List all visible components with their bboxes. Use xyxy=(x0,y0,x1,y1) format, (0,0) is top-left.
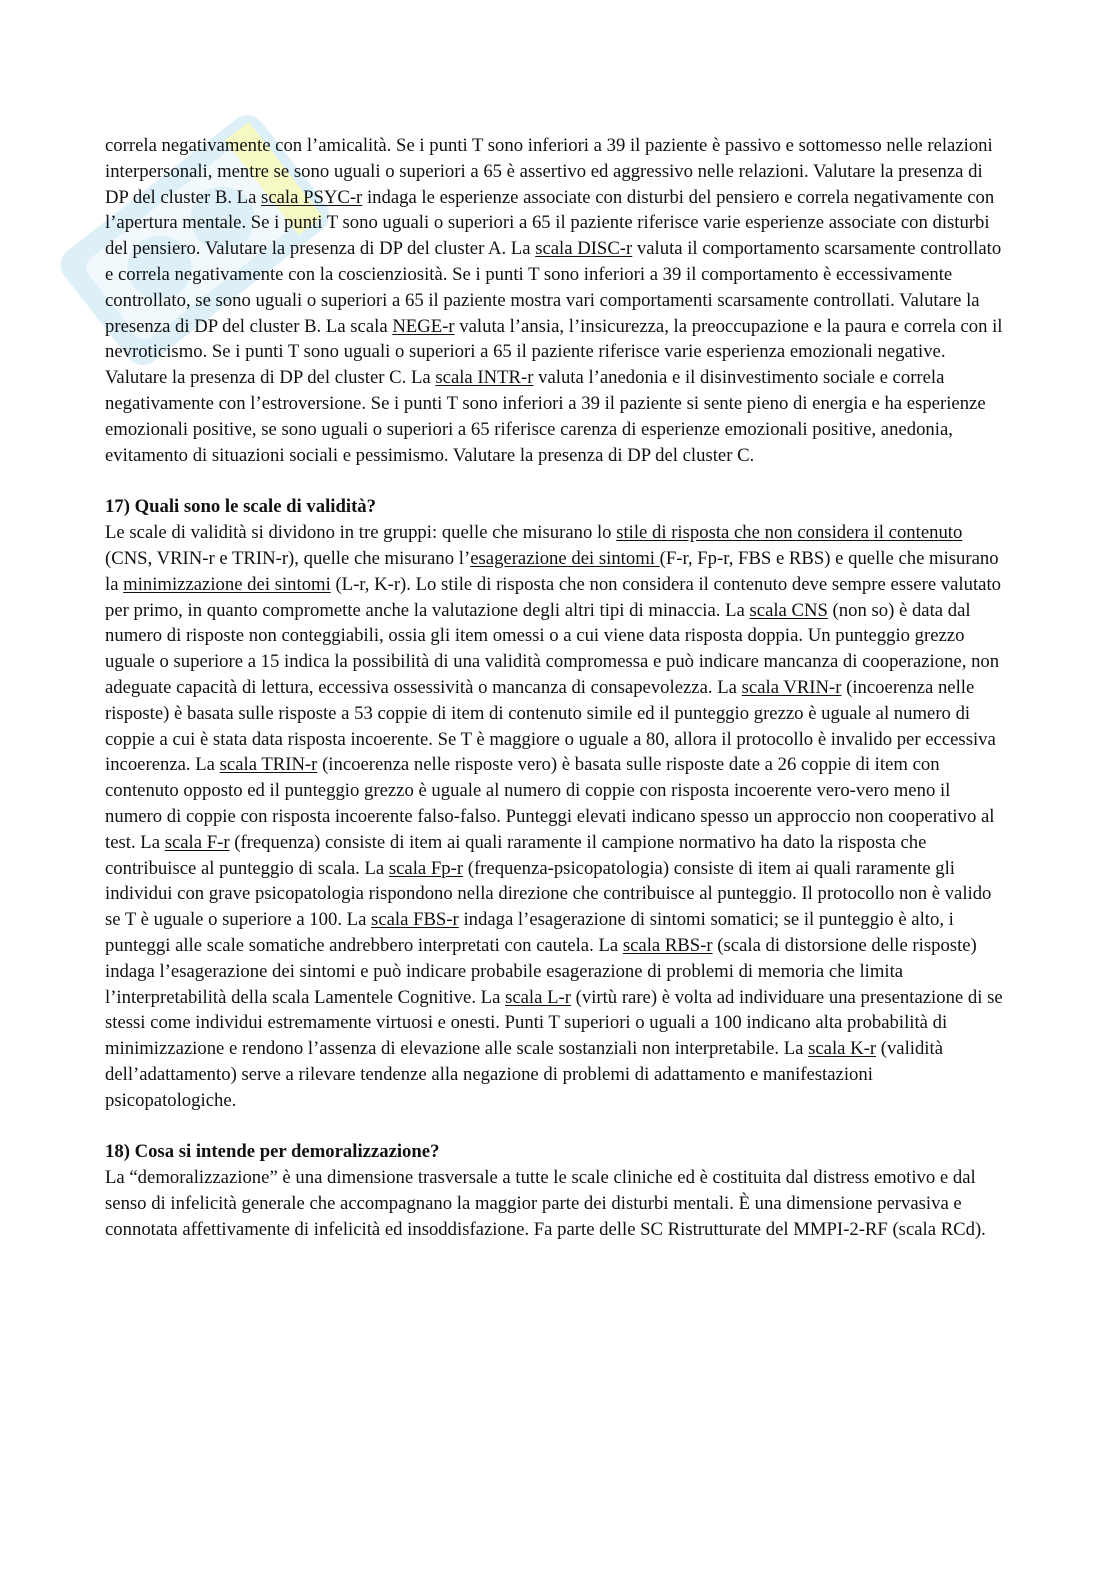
scale-intr-r: scala INTR-r xyxy=(435,367,534,389)
scale-trin-r: scala TRIN-r xyxy=(219,754,318,776)
text-run: (non so) è data dal numero di risposte non conteggiabili, ossia gli item omessi o a cui viene data risposta doppia. Un punteggio grezzo uguale o superiore a 15 indica la possibilità di una validità compromessa e può indicare mancanza di cooperazione, non adeguate capacità di lettura, eccessiva ossessività o mancanza di consapevolezza. La xyxy=(105,599,1000,698)
scale-rbs-r: scala RBS-r xyxy=(622,934,713,956)
scale-cns: scala CNS xyxy=(749,599,828,621)
term-stile-risposta: stile di risposta che non considera il contenuto xyxy=(616,522,963,544)
document-page xyxy=(105,133,1005,1243)
text-run: (validità dell’adattamento) serve a rilevare tendenze alla negazione di problemi di adattamento e manifestazioni psicopatologiche. xyxy=(105,1038,943,1111)
text-run: indaga le esperienze associate con disturbi del pensiero e correla negativamente con l’apertura mentale. Se i punti T sono uguali o superiori a 65 il paziente riferisce varie esperienze associate con disturbi del pensiero. Valutare la presenza di DP del cluster A. La xyxy=(105,186,995,260)
term-minimizzazione-sintomi: minimizzazione dei sintomi xyxy=(123,573,331,595)
scale-k-r: scala K-r xyxy=(808,1038,877,1060)
section-18-paragraph: La “demoralizzazione” è una dimensione trasversale a tutte le scale cliniche ed è costituita dal distress emotivo e dal senso di infelicità generale che accompagnano la maggior parte dei disturbi mentali. È una dimensione pervasiva e connotata affettivamente di infelicità ed insoddisfazione. Fa parte delle SC Ristrutturate del MMPI-2-RF (scala RCd). xyxy=(105,1167,986,1240)
scale-l-r: scala L-r xyxy=(505,986,571,1008)
section-17-paragraph xyxy=(105,520,1005,1113)
text-run: valuta l’anedonia e il disinvestimento sociale e correla negativamente con l’estroversione. Se i punti T sono inferiori a 39 il paziente si sente pieno di energia e ha esperienze emozionali positive, se sono uguali o superiori a 65 riferisce carenza di esperienze emozionali positive, anedonia, evitamento di situazioni sociali e pessimismo. Valutare la presenza di DP del cluster C. xyxy=(105,367,986,466)
text-run: (incoerenza nelle risposte vero) è basata sulle risposte date a 26 coppie di item con contenuto opposto ed il punteggio grezzo è uguale al numero di coppie con risposta incoerente vero-vero meno il numero di coppie con risposta incoerente falso-falso. Punteggi elevati indicano spesso un approccio non cooperativo al test. La xyxy=(105,754,995,853)
text-run: (scala di distorsione delle risposte) indaga l’esagerazione dei sintomi e può indicare probabile esagerazione di problemi di memoria che limita l’interpretabilità della scala Lamentele Cognitive. La xyxy=(105,934,977,1008)
scale-vrin-r: scala VRIN-r xyxy=(741,676,842,698)
text-run: (F-r, Fp-r, FBS e RBS) e quelle che misurano la xyxy=(105,547,999,595)
section-gap xyxy=(105,1113,1005,1139)
text-run: valuta l’ansia, l’insicurezza, la preoccupazione e la paura e correla con il nevroticismo. Se i punti T sono uguali o superiori a 65 il paziente riferisce varie esperienza emozionali negative. Valutare la presenza di DP del cluster C. La xyxy=(105,315,1003,389)
text-run: (L-r, K-r). Lo stile di risposta che non considera il contenuto deve sempre essere valutato per primo, in quanto compromette anche la valutazione degli altri tipi di minaccia. La xyxy=(105,573,1001,621)
text-run: valuta il comportamento scarsamente controllato e correla negativamente con la coscienziosità. Se i punti T sono inferiori a 39 il comportamento è eccessivamente controllato, se sono uguali o superiori a 65 il paziente mostra vari comportamenti scarsamente controllati. Valutare la presenza di DP del cluster B. La scala xyxy=(105,238,1002,337)
scale-nege-r: NEGE-r xyxy=(392,315,455,337)
section-title-17: 17) Quali sono le scale di validità? xyxy=(105,496,376,518)
term-esagerazione-sintomi: esagerazione dei sintomi xyxy=(470,547,660,569)
scale-fp-r: scala Fp-r xyxy=(388,857,464,879)
section-title-18: 18) Cosa si intende per demoralizzazione? xyxy=(105,1141,440,1163)
text-run: (CNS, VRIN-r e TRIN-r), quelle che misurano l’ xyxy=(105,547,471,569)
text-run: (virtù rare) è volta ad individuare una presentazione di se stessi come individui estremamente virtuosi e onesti. Punti T superiori o uguali a 100 indicano alta probabilità di minimizzazione e rendono l’assenza di elevazione alle scale sostanziali non interpretabile. La xyxy=(105,986,1003,1060)
text-run: (frequenza) consiste di item ai quali raramente il campione normativo ha dato la risposta che contribuisce al punteggio di scala. La xyxy=(105,831,927,879)
text-run: Le scale di validità si dividono in tre gruppi: quelle che misurano lo xyxy=(105,522,617,544)
scale-fbs-r: scala FBS-r xyxy=(371,909,459,931)
intro-paragraph xyxy=(105,133,1005,468)
text-run: (frequenza-psicopatologia) consiste di item ai quali raramente gli individui con grave psicopatologia rispondono nella direzione che contribuisce al punteggio. Il protocollo non è valido se T è uguale o superiore a 100. La xyxy=(105,857,992,931)
scale-f-r: scala F-r xyxy=(164,831,230,853)
text-run: (incoerenza nelle risposte) è basata sulle risposte a 53 coppie di item di contenuto simile ed il punteggio grezzo è uguale al numero di coppie a cui è stata data risposta incoerente. Se T è maggiore o uguale a 80, allora il protocollo è invalido per eccessiva incoerenza. La xyxy=(105,676,996,776)
text-run: indaga l’esagerazione di sintomi somatici; se il punteggio è alto, i punteggi alle scale somatiche andrebbero interpretati con cautela. La xyxy=(105,909,954,956)
scale-disc-r: scala DISC-r xyxy=(535,238,633,260)
scale-psyc-r: scala PSYC-r xyxy=(261,186,363,208)
text-run: correla negativamente con l’amicalità. Se i punti T sono inferiori a 39 il paziente è passivo e sottomesso nelle relazioni interpersonali, mentre se sono uguali o superiori a 65 è assertivo ed aggressivo nelle relazioni. Valutare la presenza di DP del cluster B. La xyxy=(105,135,993,208)
section-gap xyxy=(105,468,1005,494)
